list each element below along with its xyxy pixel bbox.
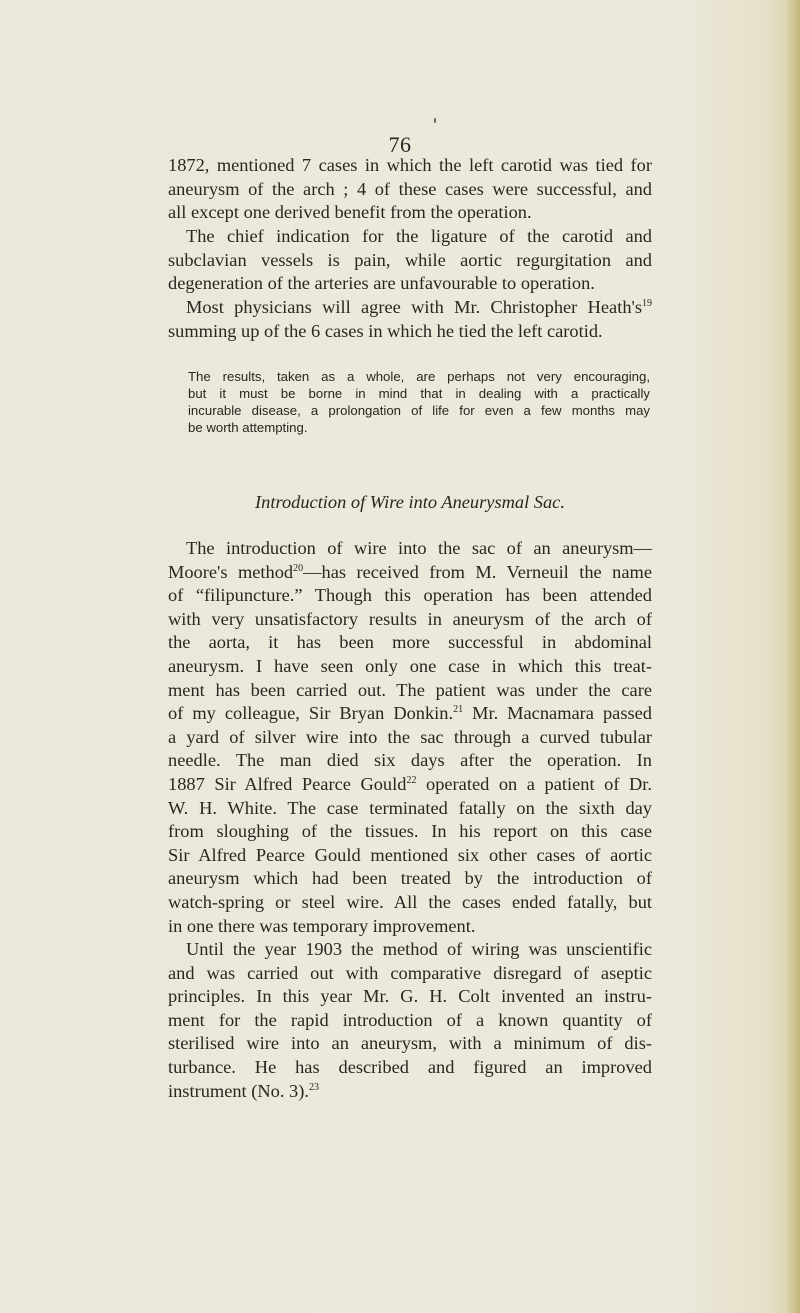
footnote-ref: 19 — [642, 297, 652, 309]
text-line: with very unsatisfactory results in aneurysm of the arch of — [168, 608, 652, 629]
text-segment: Mr. Macnamara passed — [463, 703, 652, 724]
text-line: Sir Alfred Pearce Gould mentioned six other cases of aortic — [168, 844, 652, 865]
text-line: turbance. He has described and figured an improved — [168, 1056, 652, 1077]
text-line: 1872, mentioned 7 cases in which the left carotid was tied for — [168, 155, 652, 175]
text-line: degeneration of the arteries are unfavourable to operation. — [168, 273, 595, 294]
text-segment: —has received from M. Verneuil the name — [303, 561, 652, 582]
footnote-ref: 22 — [406, 774, 417, 786]
text-line: subclavian vessels is pain, while aortic regurgitation and — [168, 249, 652, 270]
text-line: ment for the rapid introduction of a known quantity of — [168, 1009, 652, 1030]
text-segment: Moore's method — [168, 561, 294, 582]
text-line: watch-spring or steel wire. All the cases ended fatally, but — [168, 891, 652, 912]
text-line: needle. The man died six days after the operation. In — [168, 750, 652, 771]
text-line: sterilised wire into an aneurysm, with a minimum of dis- — [168, 1033, 652, 1054]
text-segment: of my colleague, Sir Bryan Donkin. — [168, 703, 454, 724]
text-segment: 1887 Sir Alfred Pearce Gould — [168, 773, 407, 794]
text-line: a yard of silver wire into the sac through a curved tubular — [168, 726, 652, 747]
text-line: aneurysm of the arch ; 4 of these cases were successful, and — [168, 178, 652, 199]
text-line — [168, 1080, 652, 1104]
page-number: 76 — [388, 132, 412, 157]
text-line: all except one derived benefit from the operation. — [168, 202, 532, 223]
footnote-ref: 21 — [453, 704, 464, 716]
text-line: from sloughing of the tissues. In his report on this case — [168, 821, 652, 842]
text-line: summing up of the 6 cases in which he tied the left carotid. — [168, 320, 603, 341]
text-line — [168, 773, 652, 797]
text-line: incurable disease, a prolongation of life for even a few months may — [188, 403, 650, 418]
text-line: principles. In this year Mr. G. H. Colt invented an instru- — [168, 986, 652, 1007]
text-line — [168, 561, 652, 585]
section-heading: Introduction of Wire into Aneurysmal Sac. — [255, 492, 565, 512]
text-line — [168, 296, 652, 320]
paragraph-3 — [168, 296, 652, 343]
text-line: aneurysm. I have seen only one case in which this treat- — [168, 655, 652, 676]
text-segment: operated on a patient of Dr. — [416, 773, 652, 794]
text-line: and was carried out with comparative disregard of aseptic — [168, 962, 652, 983]
page-edge-shading — [786, 0, 800, 1313]
footnote-ref: 20 — [293, 562, 304, 574]
paragraph-5 — [168, 938, 652, 1103]
text-line: the aorta, it has been more successful in abdominal — [168, 632, 652, 653]
text-line: in one there was temporary improvement. — [168, 915, 476, 936]
text-line: The results, taken as a whole, are perhaps not very encouraging, — [188, 369, 650, 384]
ink-speck — [434, 118, 436, 123]
text-line: W. H. White. The case terminated fatally on the sixth day — [168, 797, 652, 818]
text-line: aneurysm which had been treated by the introduction of — [168, 868, 652, 889]
small-paragraph — [188, 368, 650, 436]
text-segment: Most physicians will agree with Mr. Christopher Heath's — [186, 297, 642, 317]
text-line: The introduction of wire into the sac of an aneurysm— — [186, 538, 652, 558]
text-line: ment has been carried out. The patient was under the care — [168, 679, 652, 700]
paragraph-4 — [168, 537, 652, 938]
text-line: Until the year 1903 the method of wiring was unscientific — [186, 939, 652, 959]
text-line: The chief indication for the ligature of the carotid and — [186, 226, 652, 246]
text-line: of “filipuncture.” Though this operation has been attended — [168, 585, 652, 606]
footnote-ref: 23 — [308, 1081, 319, 1093]
paragraph-1 — [168, 154, 652, 225]
text-line: but it must be borne in mind that in dealing with a practically — [188, 386, 650, 401]
text-line: be worth attempting. — [188, 420, 308, 435]
paragraph-2 — [168, 225, 652, 296]
text-segment: instrument (No. 3). — [168, 1080, 309, 1101]
text-line — [168, 702, 652, 726]
